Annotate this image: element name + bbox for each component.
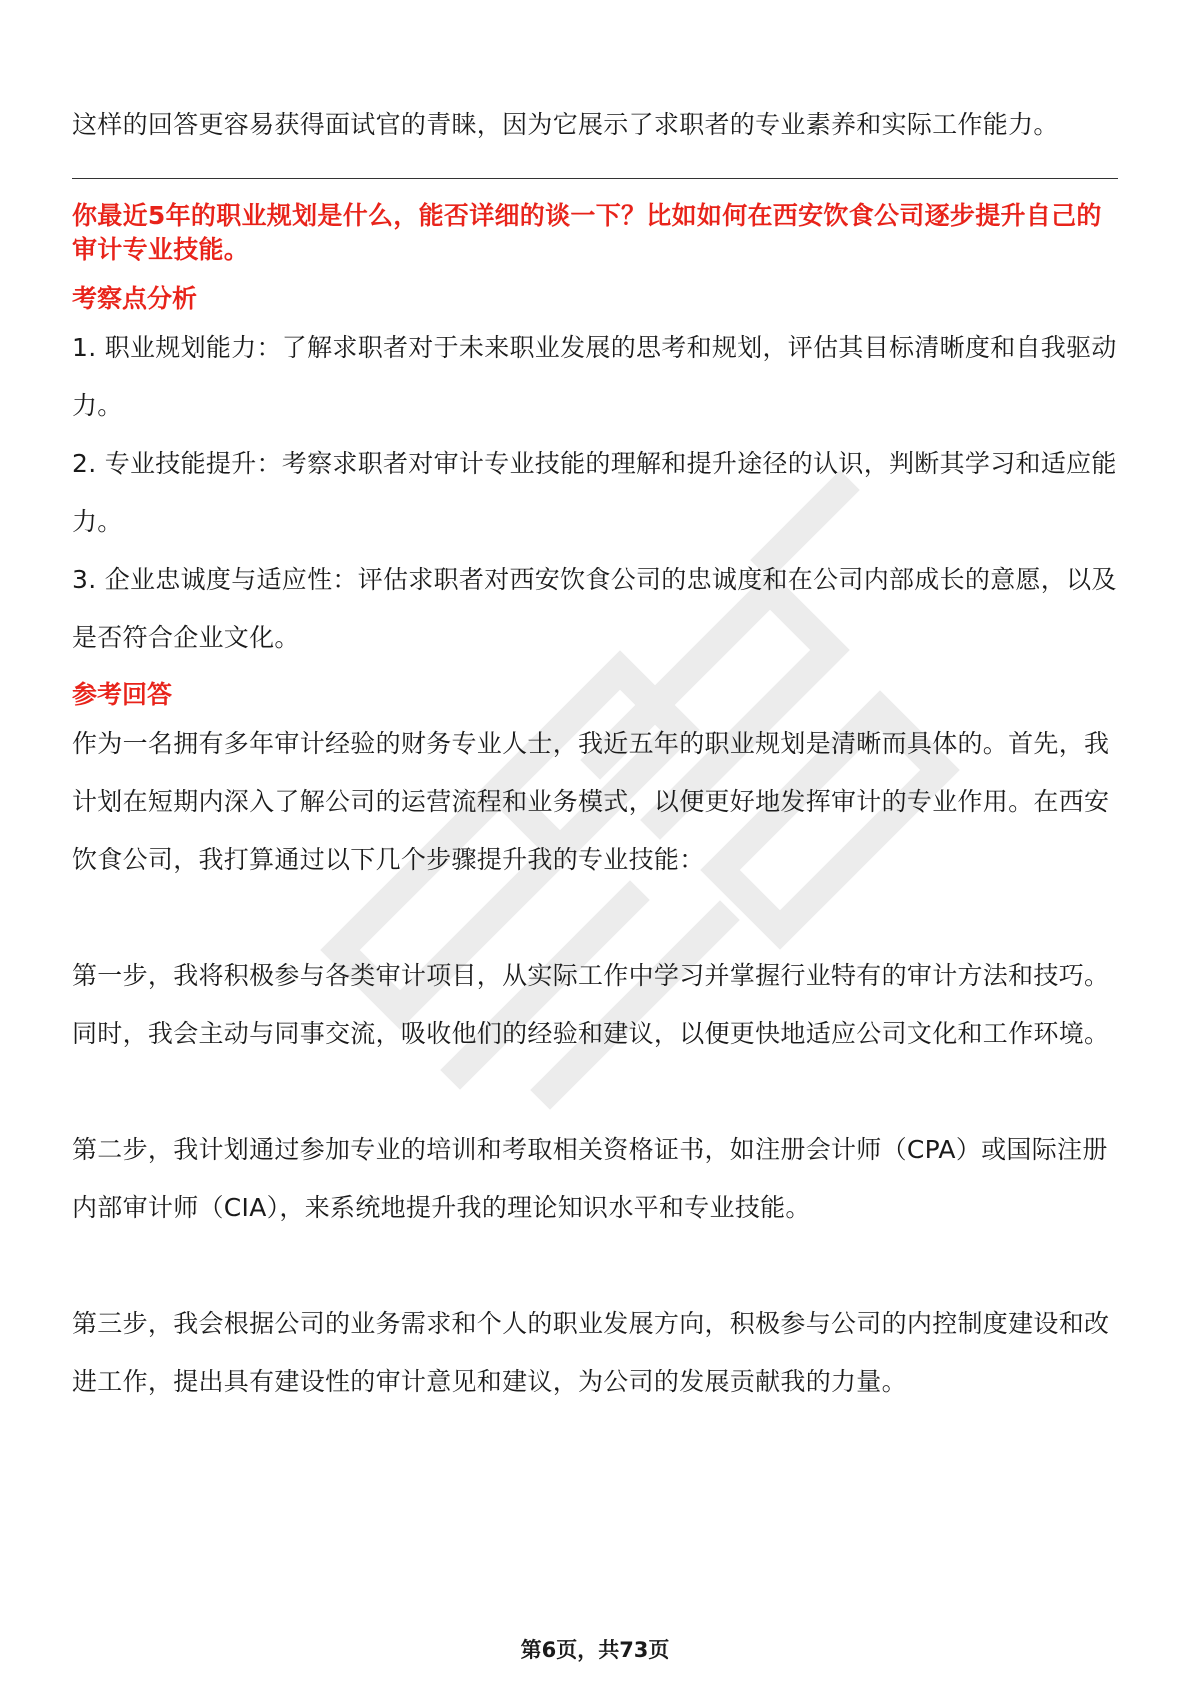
content-area bbox=[72, 96, 1118, 1411]
answer-paragraph-2: 第一步，我将积极参与各类审计项目，从实际工作中学习并掌握行业特有的审计方法和技巧。同时，我会主动与同事交流，吸收他们的经验和建议，以便更快地适应公司文化和工作环境。 bbox=[72, 961, 1110, 1048]
analysis-item-2: 2. 专业技能提升：考察求职者对审计专业技能的理解和提升途径的认识，判断其学习和适应能力。 bbox=[72, 449, 1117, 536]
answer-title: 参考回答 bbox=[72, 680, 173, 709]
page-number-footer: 第6页，共73页 bbox=[520, 1638, 670, 1662]
answer-paragraph-1: 作为一名拥有多年审计经验的财务专业人士，我近五年的职业规划是清晰而具体的。首先，我计划在短期内深入了解公司的运营流程和业务模式，以便更好地发挥审计的专业作用。在西安饮食公司，我打算通过以下几个步骤提升我的专业技能： bbox=[72, 729, 1110, 874]
answer-paragraph-3: 第二步，我计划通过参加专业的培训和考取相关资格证书，如注册会计师（CPA）或国际注册内部审计师（CIA），来系统地提升我的理论知识水平和专业技能。 bbox=[72, 1135, 1108, 1222]
analysis-item-3: 3. 企业忠诚度与适应性：评估求职者对西安饮食公司的忠诚度和在公司内部成长的意愿，以及是否符合企业文化。 bbox=[72, 565, 1117, 652]
intro-paragraph: 这样的回答更容易获得面试官的青睐，因为它展示了求职者的专业素养和实际工作能力。 bbox=[72, 110, 1059, 139]
analysis-item-1: 1. 职业规划能力：了解求职者对于未来职业发展的思考和规划，评估其目标清晰度和自我驱动力。 bbox=[72, 333, 1117, 420]
section-divider bbox=[72, 178, 1118, 179]
paragraph-spacer bbox=[72, 1237, 1118, 1295]
question-heading: 你最近5年的职业规划是什么，能否详细的谈一下？比如如何在西安饮食公司逐步提升自己的审计专业技能。 bbox=[72, 201, 1102, 264]
answer-paragraph-4: 第三步，我会根据公司的业务需求和个人的职业发展方向，积极参与公司的内控制度建设和改进工作，提出具有建设性的审计意见和建议，为公司的发展贡献我的力量。 bbox=[72, 1309, 1110, 1396]
paragraph-spacer bbox=[72, 889, 1118, 947]
analysis-title: 考察点分析 bbox=[72, 284, 198, 313]
paragraph-spacer bbox=[72, 1063, 1118, 1121]
